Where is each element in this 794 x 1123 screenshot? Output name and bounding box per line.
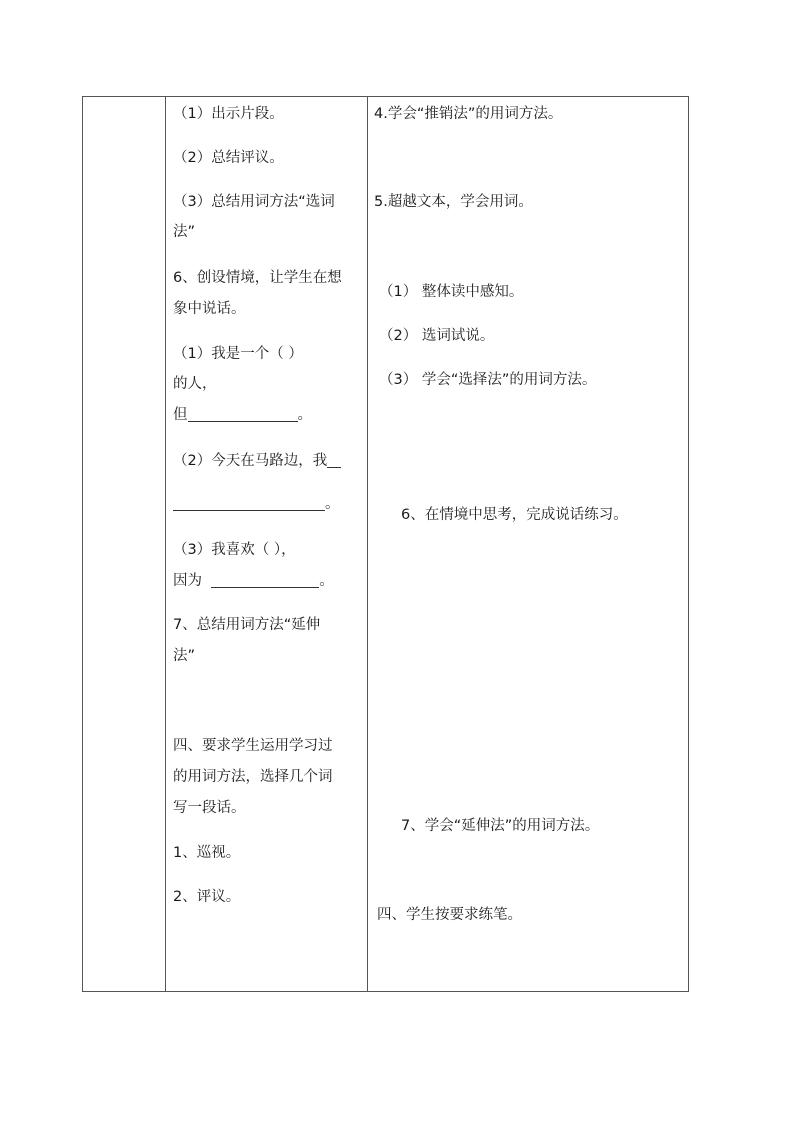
teacher-line: 写一段话。 — [173, 800, 246, 816]
teacher-line: 的用词方法，选择几个词 — [173, 769, 333, 785]
teacher-line: （2）总结评议。 — [173, 150, 284, 166]
student-line: （1） 整体读中感知。 — [379, 284, 524, 300]
fill-in-line — [173, 400, 312, 431]
student-line: 7、学会“延伸法”的用词方法。 — [401, 818, 600, 834]
teacher-line: 象中说话。 — [173, 301, 246, 317]
teacher-line: （3）我喜欢（ ）， — [173, 542, 296, 558]
teacher-text: 但 — [173, 407, 188, 423]
teacher-line: 7、总结用词方法“延伸 — [173, 617, 321, 633]
answer-blank — [188, 407, 298, 423]
column-divider — [165, 97, 166, 991]
fill-in-line — [173, 566, 334, 597]
teacher-line: （1）我是一个（ ） — [173, 346, 303, 362]
answer-blank — [211, 573, 319, 589]
student-line: 4.学会“推销法”的用词方法。 — [374, 106, 563, 122]
teacher-line: 法” — [173, 648, 196, 664]
teacher-line: 6、创设情境，让学生在想 — [173, 270, 342, 286]
teacher-line: 法” — [173, 224, 196, 240]
fill-in-line — [173, 489, 340, 520]
teacher-text: 。 — [319, 573, 334, 589]
student-line: （2） 选词试说。 — [379, 328, 495, 344]
teacher-text: （2）今天在马路边，我 — [173, 453, 328, 469]
student-line: 6、在情境中思考，完成说话练习。 — [401, 507, 628, 523]
fill-in-line — [173, 446, 341, 477]
student-line: 5.超越文本，学会用词。 — [374, 194, 533, 210]
student-line: 四、学生按要求练笔。 — [377, 907, 522, 923]
teacher-line: 1、巡视。 — [173, 845, 241, 861]
teacher-text: 。 — [325, 496, 340, 512]
teacher-line: 的人， — [173, 376, 217, 392]
answer-blank — [327, 453, 341, 469]
teacher-line: （1）出示片段。 — [173, 106, 284, 122]
teacher-line: （3）总结用词方法“选词 — [173, 194, 335, 210]
lesson-plan-table — [82, 96, 689, 992]
answer-blank — [173, 496, 325, 512]
student-line: （3） 学会“选择法”的用词方法。 — [379, 372, 597, 388]
teacher-text: 。 — [297, 407, 312, 423]
teacher-line: 2、评议。 — [173, 889, 241, 905]
column-divider — [367, 97, 368, 991]
teacher-line: 四、要求学生运用学习过 — [173, 738, 333, 754]
teacher-text: 因为 — [173, 573, 202, 589]
